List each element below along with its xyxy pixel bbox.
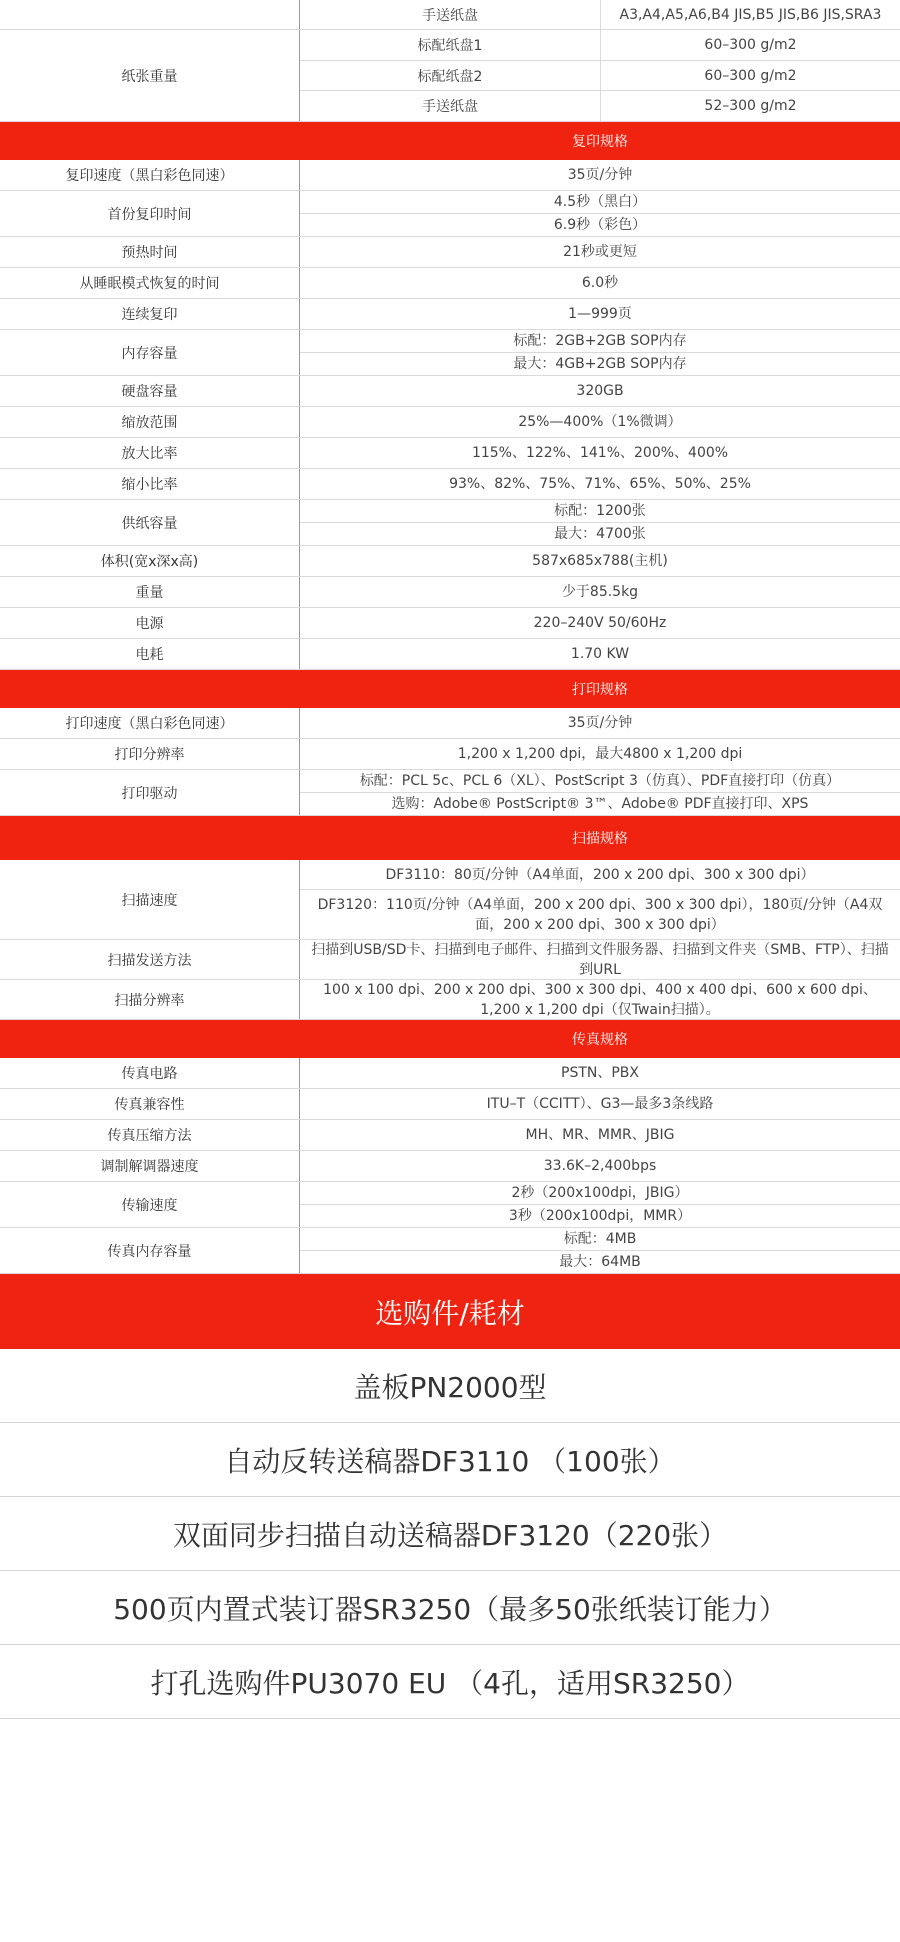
row-value: MH、MR、MMR、JBIG	[525, 1127, 675, 1143]
section-title: 传真规格	[572, 1032, 628, 1048]
table-row	[0, 30, 900, 122]
table-row	[0, 469, 900, 500]
row-label	[0, 0, 300, 29]
table-row	[0, 330, 900, 376]
table-row	[0, 739, 900, 770]
row-value: 21秒或更短	[563, 244, 637, 260]
sub-label: 手送纸盘	[300, 91, 601, 121]
table-row	[0, 1089, 900, 1120]
row-label: 连续复印	[0, 299, 300, 329]
option-item: 500页内置式装订器SR3250（最多50张纸装订能力）	[0, 1571, 900, 1645]
section-header-copy	[0, 122, 900, 160]
row-value: 4.5秒（黑白）	[553, 194, 647, 210]
table-row	[0, 1120, 900, 1151]
table-row	[0, 407, 900, 438]
table-row	[0, 237, 900, 268]
table-row	[0, 376, 900, 407]
row-label: 从睡眠模式恢复的时间	[0, 268, 300, 298]
table-row	[0, 860, 900, 940]
row-value: 35页/分钟	[567, 167, 633, 183]
row-value: 1,200 x 1,200 dpi，最大4800 x 1,200 dpi	[457, 746, 743, 762]
sub-value: 52–300 g/m2	[704, 98, 797, 115]
row-value: 220–240V 50/60Hz	[533, 615, 667, 631]
sub-value: 60–300 g/m2	[704, 67, 797, 84]
row-label: 扫描分辨率	[0, 980, 300, 1019]
row-value: 6.9秒（彩色）	[300, 213, 900, 236]
table-row	[0, 500, 900, 546]
row-value: 33.6K–2,400bps	[543, 1158, 657, 1174]
row-value: 35页/分钟	[567, 715, 633, 731]
copy-rows	[0, 160, 900, 670]
table-row	[0, 268, 900, 299]
row-value: 最大：64MB	[300, 1250, 900, 1273]
table-row	[0, 0, 900, 30]
option-item: 双面同步扫描自动送稿器DF3120（220张）	[0, 1497, 900, 1571]
row-label: 体积(宽x深x高)	[0, 546, 300, 576]
row-label: 缩放范围	[0, 407, 300, 437]
sub-value: A3,A4,A5,A6,B4 JIS,B5 JIS,B6 JIS,SRA3	[619, 6, 882, 23]
row-value: 1.70 KW	[570, 646, 630, 662]
row-value: 587x685x788(主机)	[532, 553, 668, 569]
row-label: 重量	[0, 577, 300, 607]
row-value: 标配：1200张	[554, 503, 646, 519]
row-value: 320GB	[576, 383, 624, 399]
section-title: 打印规格	[572, 682, 628, 698]
row-value: 3秒（200x100dpi，MMR）	[300, 1204, 900, 1227]
row-value: 93%、82%、75%、71%、65%、50%、25%	[449, 476, 751, 492]
print-rows	[0, 708, 900, 816]
scan-rows	[0, 860, 900, 1020]
table-row	[0, 438, 900, 469]
section-header-print	[0, 670, 900, 708]
table-row	[0, 1151, 900, 1182]
sub-label: 手送纸盘	[300, 0, 601, 29]
section-header-fax	[0, 1020, 900, 1058]
row-label: 打印驱动	[0, 770, 300, 815]
row-value: PSTN、PBX	[561, 1065, 639, 1081]
row-label: 电耗	[0, 639, 300, 669]
table-row	[0, 160, 900, 191]
row-value: DF3110：80页/分钟（A4单面，200 x 200 dpi、300 x 300 dpi）	[385, 866, 815, 883]
table-row	[0, 191, 900, 237]
table-row	[0, 770, 900, 816]
row-value: 标配：4MB	[563, 1231, 637, 1247]
sub-value: 60–300 g/m2	[704, 36, 797, 53]
table-row	[0, 299, 900, 330]
sub-label: 标配纸盘1	[300, 30, 601, 60]
table-row	[0, 1182, 900, 1228]
section-title: 复印规格	[572, 134, 628, 150]
row-value: DF3120：110页/分钟（A4单面，200 x 200 dpi、300 x 300 dpi），180页/分钟（A4双面，200 x 200 dpi、300 x 300 dpi）	[300, 889, 900, 939]
table-row	[0, 1228, 900, 1274]
table-row	[0, 1058, 900, 1089]
row-value: 选购：Adobe® PostScript® 3™、Adobe® PDF直接打印、XPS	[300, 792, 900, 815]
row-value: 最大：4GB+2GB SOP内存	[300, 352, 900, 375]
row-value: 少于85.5kg	[561, 584, 639, 600]
row-value: 标配：2GB+2GB SOP内存	[513, 333, 687, 349]
row-label: 调制解调器速度	[0, 1151, 300, 1181]
row-label: 传真电路	[0, 1058, 300, 1088]
options-list	[0, 1349, 900, 1719]
table-row	[0, 940, 900, 980]
row-label: 预热时间	[0, 237, 300, 267]
row-label: 供纸容量	[0, 500, 300, 545]
options-header: 选购件/耗材	[0, 1274, 900, 1349]
sub-label: 标配纸盘2	[300, 61, 601, 91]
row-label: 打印速度（黑白彩色同速）	[0, 708, 300, 738]
row-label: 扫描速度	[0, 860, 300, 939]
row-value: 1—999页	[568, 306, 632, 322]
row-label: 纸张重量	[0, 30, 300, 121]
row-value: 115%、122%、141%、200%、400%	[471, 445, 729, 461]
table-row	[0, 980, 900, 1020]
row-label: 扫描发送方法	[0, 940, 300, 979]
row-label: 复印速度（黑白彩色同速）	[0, 160, 300, 190]
row-value: 25%—400%（1%微调）	[518, 414, 682, 430]
table-row	[0, 577, 900, 608]
row-label: 传真兼容性	[0, 1089, 300, 1119]
row-label: 放大比率	[0, 438, 300, 468]
table-row	[0, 608, 900, 639]
section-header-scan	[0, 816, 900, 860]
row-value: 最大：4700张	[300, 522, 900, 545]
table-row	[0, 639, 900, 670]
row-value: 100 x 100 dpi、200 x 200 dpi、300 x 300 dpi、400 x 400 dpi、600 x 600 dpi、1,200 x 1,200 dpi（仅Twain扫描）。	[323, 982, 877, 1018]
row-label: 传真内存容量	[0, 1228, 300, 1273]
row-value: ITU–T（CCITT）、G3—最多3条线路	[486, 1096, 714, 1112]
row-label: 内存容量	[0, 330, 300, 375]
row-label: 传输速度	[0, 1182, 300, 1227]
table-row	[0, 708, 900, 739]
row-label: 硬盘容量	[0, 376, 300, 406]
option-item: 打孔选购件PU3070 EU （4孔，适用SR3250）	[0, 1645, 900, 1719]
row-value: 扫描到USB/SD卡、扫描到电子邮件、扫描到文件服务器、扫描到文件夹（SMB、FTP）、扫描到URL	[311, 942, 889, 978]
row-label: 缩小比率	[0, 469, 300, 499]
row-value: 2秒（200x100dpi，JBIG）	[511, 1185, 689, 1201]
table-row	[0, 546, 900, 577]
row-label: 传真压缩方法	[0, 1120, 300, 1150]
fax-rows	[0, 1058, 900, 1274]
row-label: 首份复印时间	[0, 191, 300, 236]
section-title: 扫描规格	[572, 831, 628, 847]
option-item: 盖板PN2000型	[0, 1349, 900, 1423]
row-value: 6.0秒	[581, 275, 619, 291]
row-label: 电源	[0, 608, 300, 638]
option-item: 自动反转送稿器DF3110 （100张）	[0, 1423, 900, 1497]
row-label: 打印分辨率	[0, 739, 300, 769]
row-value: 标配：PCL 5c、PCL 6（XL）、PostScript 3（仿真）、PDF直接打印（仿真）	[359, 773, 841, 789]
